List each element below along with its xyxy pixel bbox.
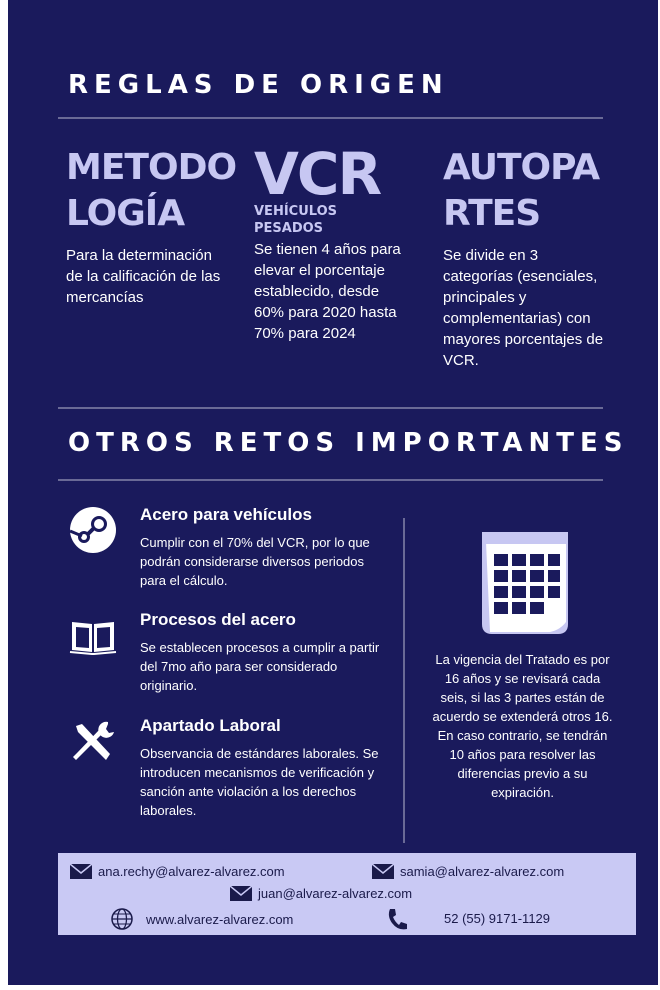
reto-title: Procesos del acero [140,610,296,629]
steam-icon [68,505,118,555]
tools-icon [68,716,118,766]
retos-title: OTROS RETOS IMPORTANTES [68,428,629,458]
email-address[interactable]: ana.rechy@alvarez-alvarez.com [98,864,285,879]
website-contact[interactable] [110,907,293,931]
vigencia-text: La vigencia del Tratado es por 16 años y se revisará cada seis, si las 3 partes están de acuerdo se extenderá otros 16. En caso contrario, se tendrán 10 años para resolver las diferencias previo a su expiración. [432,652,613,800]
column-divider [403,518,405,843]
reto-title: Acero para vehículos [140,505,312,524]
divider [58,479,603,481]
reto-title: Apartado Laboral [140,716,281,735]
vcr-text: Se tienen 4 años para elevar el porcentaje establecido, desde 60% para 2020 hasta 70% para 2024 [254,241,401,342]
globe-icon [110,907,134,931]
autopartes-heading [443,145,623,237]
autopartes-column [443,145,623,371]
reglas-title: REGLAS DE ORIGEN [68,70,449,100]
website-url[interactable]: www.alvarez-alvarez.com [146,911,294,927]
reto-text: Observancia de estándares laborales. Se introducen mecanismos de verificación y sanción ante violación a los derechos laborales. [140,746,379,818]
metodologia-heading [66,145,246,237]
reto-item [68,716,398,816]
email-contact[interactable] [70,864,285,879]
autopartes-line2: RTES [443,193,541,234]
divider [58,407,603,409]
email-contact[interactable] [372,864,564,879]
envelope-icon [70,864,92,879]
email-address[interactable]: samia@alvarez-alvarez.com [400,864,565,879]
autopartes-line1: AUTOPA [443,147,600,188]
metodologia-text: Para la determinación de la calificación de las mercancías [66,247,221,306]
phone-icon [386,907,408,931]
open-book-icon [68,610,118,660]
reto-item [68,505,398,595]
metodologia-line1: METODO [66,147,237,188]
divider [58,117,603,119]
reto-text: Cumplir con el 70% del VCR, por lo que podrán considerarse diversos periodos para el cálculo. [140,535,370,588]
reto-text: Se establecen procesos a cumplir a partir del 7mo año para ser considerado originario. [140,640,380,693]
infographic [8,0,658,985]
reto-item [68,610,398,700]
metodologia-line2: LOGÍA [66,193,185,234]
email-address[interactable]: juan@alvarez-alvarez.com [258,886,413,901]
vcr-column [254,140,414,344]
calendar-icon [476,530,576,640]
vcr-subheading: VEHÍCULOS PESADOS [254,204,337,236]
contact-footer [58,853,636,935]
vcr-heading: VCR [254,140,381,208]
envelope-icon [230,886,252,901]
envelope-icon [372,864,394,879]
metodologia-column [66,145,246,308]
autopartes-text: Se divide en 3 categorías (esenciales, principales y complementarias) con mayores porcentajes de VCR. [443,247,604,369]
phone-number[interactable]: 52 (55) 9171-1129 [444,911,551,926]
email-contact[interactable] [230,886,412,901]
